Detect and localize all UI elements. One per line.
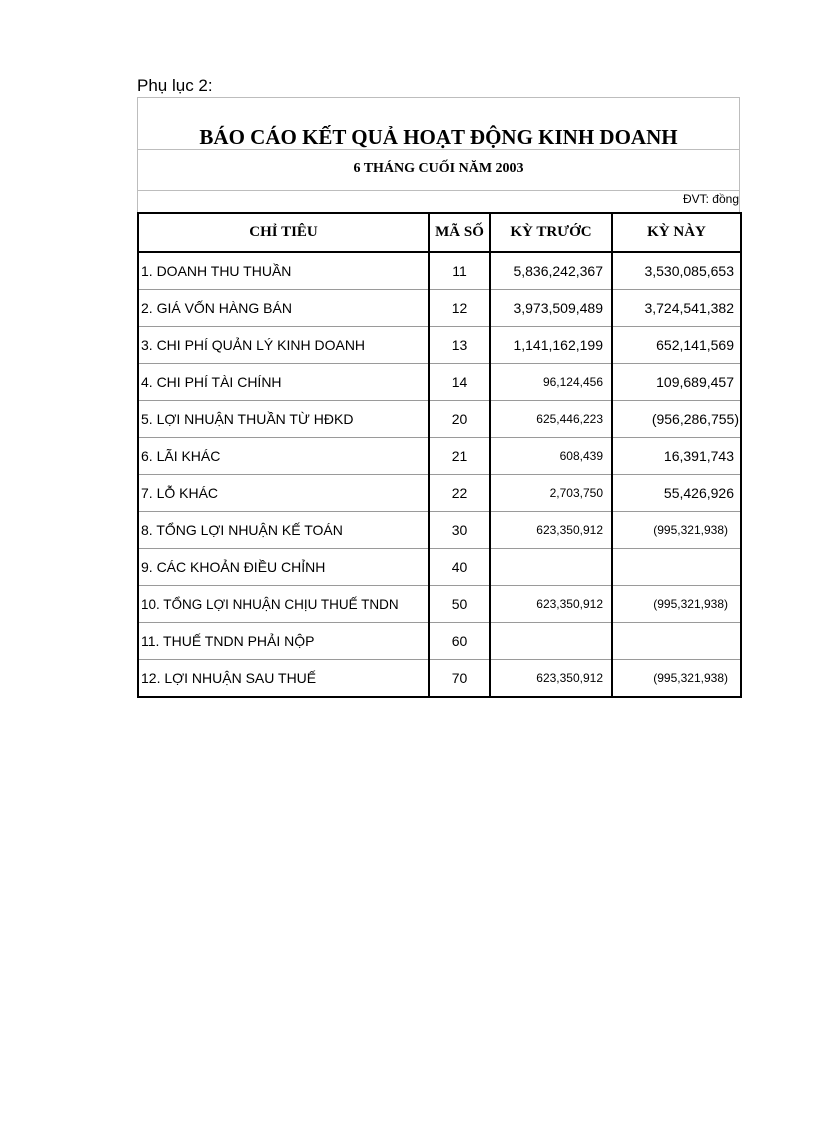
row-code: 60	[429, 623, 490, 660]
row-current-value: (995,321,938)	[612, 512, 741, 549]
row-code: 40	[429, 549, 490, 586]
row-indicator: 2. GIÁ VỐN HÀNG BÁN	[138, 290, 429, 327]
report-subtitle: 6 THÁNG CUỐI NĂM 2003	[137, 150, 740, 191]
row-indicator: 6. LÃI KHÁC	[138, 438, 429, 475]
row-previous-value: 623,350,912	[490, 512, 612, 549]
table-header-row	[138, 213, 741, 252]
row-indicator: 5. LỢI NHUẬN THUẦN TỪ HĐKD	[138, 401, 429, 438]
report-title: BÁO CÁO KẾT QUẢ HOẠT ĐỘNG KINH DOANH	[137, 97, 740, 150]
row-code: 30	[429, 512, 490, 549]
row-indicator: 7. LỖ KHÁC	[138, 475, 429, 512]
row-indicator: 12. LỢI NHUẬN SAU THUẾ	[138, 660, 429, 698]
row-current-value: 16,391,743	[612, 438, 741, 475]
row-code: 50	[429, 586, 490, 623]
row-current-value	[612, 623, 741, 660]
table-row	[138, 475, 741, 512]
table-row	[138, 327, 741, 364]
row-current-value: (995,321,938)	[612, 586, 741, 623]
table-row	[138, 401, 741, 438]
row-code: 21	[429, 438, 490, 475]
row-indicator: 11. THUẾ TNDN PHẢI NỘP	[138, 623, 429, 660]
row-previous-value: 625,446,223	[490, 401, 612, 438]
table-row	[138, 438, 741, 475]
table-row	[138, 660, 741, 698]
header-current-period: KỲ NÀY	[612, 213, 741, 252]
table-row	[138, 252, 741, 290]
row-code: 70	[429, 660, 490, 698]
row-current-value: (956,286,755)	[612, 401, 741, 438]
row-current-value: 55,426,926	[612, 475, 741, 512]
table-row	[138, 549, 741, 586]
row-current-value	[612, 549, 741, 586]
row-code: 11	[429, 252, 490, 290]
table-row	[138, 364, 741, 401]
table-row	[138, 623, 741, 660]
header-indicator: CHỈ TIÊU	[138, 213, 429, 252]
row-previous-value: 2,703,750	[490, 475, 612, 512]
row-code: 22	[429, 475, 490, 512]
row-indicator: 3. CHI PHÍ QUẢN LÝ KINH DOANH	[138, 327, 429, 364]
row-current-value: 652,141,569	[612, 327, 741, 364]
row-indicator: 4. CHI PHÍ TÀI CHÍNH	[138, 364, 429, 401]
row-previous-value: 623,350,912	[490, 586, 612, 623]
row-code: 13	[429, 327, 490, 364]
row-indicator: 9. CÁC KHOẢN ĐIỀU CHỈNH	[138, 549, 429, 586]
row-previous-value: 623,350,912	[490, 660, 612, 698]
row-previous-value: 1,141,162,199	[490, 327, 612, 364]
row-current-value: (995,321,938)	[612, 660, 741, 698]
header-previous-period: KỲ TRƯỚC	[490, 213, 612, 252]
table-row	[138, 512, 741, 549]
row-current-value: 109,689,457	[612, 364, 741, 401]
row-indicator: 10. TỔNG LỢI NHUẬN CHỊU THUẾ TNDN	[138, 586, 429, 623]
row-indicator: 1. DOANH THU THUẦN	[138, 252, 429, 290]
row-previous-value: 96,124,456	[490, 364, 612, 401]
header-code: MÃ SỐ	[429, 213, 490, 252]
row-previous-value	[490, 549, 612, 586]
row-previous-value: 3,973,509,489	[490, 290, 612, 327]
row-previous-value: 608,439	[490, 438, 612, 475]
table-row	[138, 290, 741, 327]
currency-unit: ĐVT: đồng	[682, 192, 739, 206]
row-previous-value	[490, 623, 612, 660]
row-code: 20	[429, 401, 490, 438]
row-current-value: 3,530,085,653	[612, 252, 741, 290]
row-previous-value: 5,836,242,367	[490, 252, 612, 290]
row-code: 14	[429, 364, 490, 401]
row-indicator: 8. TỔNG LỢI NHUẬN KẾ TOÁN	[138, 512, 429, 549]
table-row	[138, 586, 741, 623]
row-current-value: 3,724,541,382	[612, 290, 741, 327]
appendix-label: Phụ lục 2:	[137, 76, 213, 95]
row-code: 12	[429, 290, 490, 327]
income-statement-table	[137, 212, 742, 698]
